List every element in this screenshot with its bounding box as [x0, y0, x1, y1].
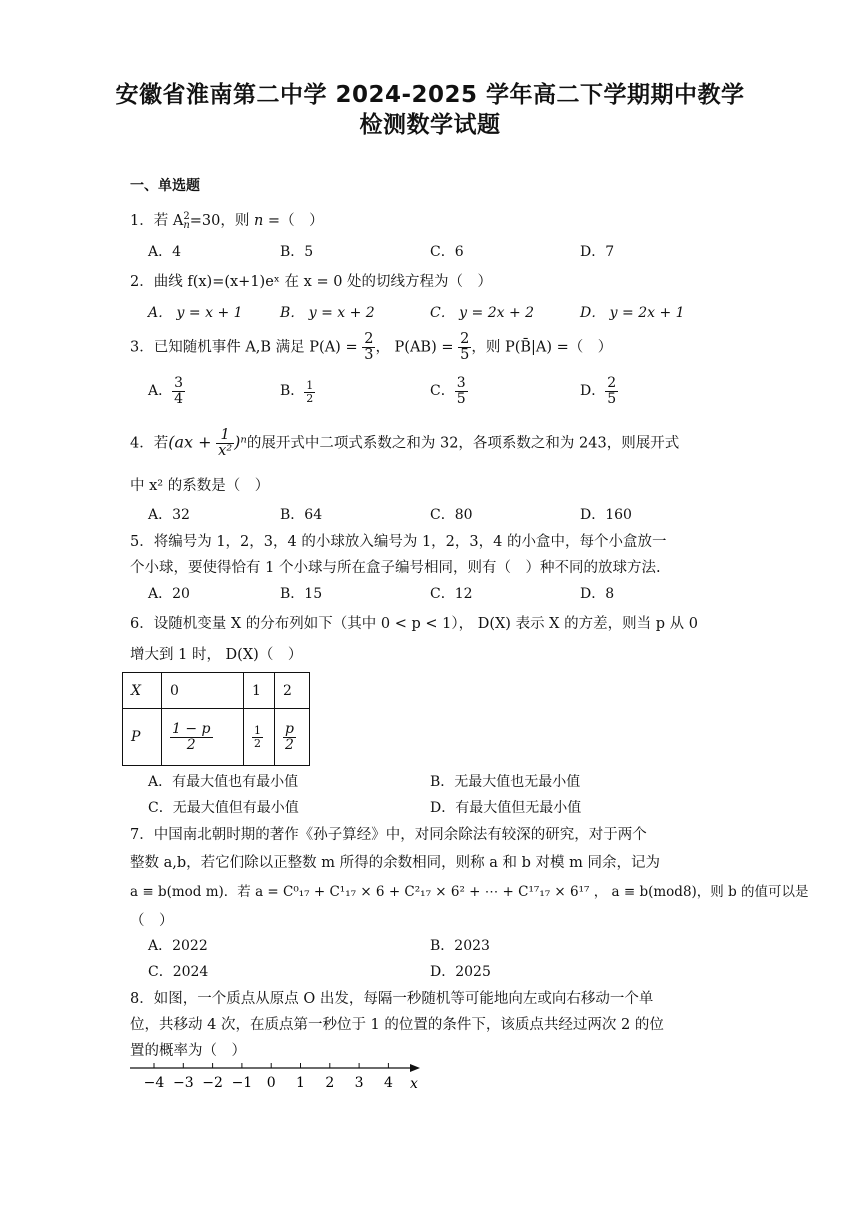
table-row: P $\frac{1 - p}{2}$ $\frac{1}{2}$ $\frac{p}{2}$ — [123, 709, 310, 766]
q4-option-b: B．64 — [280, 507, 323, 523]
question-8-line-2: 位，共移动 4 次，在质点第一秒位于 1 的位置的条件下，该质点共经过两次 2 的位 — [130, 1017, 664, 1033]
question-7-line-3: a ≡ b(mod m)．若 a = C⁰₁₇ + C¹₁₇ × 6 + C²₁₇ × 6² + ⋯ + C¹⁷₁₇ × 6¹⁷ ， a ≡ b(mod8)，则 b 的值可以是 — [130, 884, 809, 900]
axis-tick-label: −3 — [172, 1075, 194, 1091]
section-heading: 一、单选题 — [130, 178, 200, 194]
q7-option-c: C．2024 — [148, 964, 209, 980]
q4-option-a: A．32 — [148, 507, 190, 523]
q6-option-b: B．无最大值也无最小值 — [430, 774, 581, 790]
q5-option-a: A．20 — [148, 586, 190, 602]
axis-tick-label: 2 — [325, 1075, 335, 1091]
q6-option-c: C．无最大值但有最小值 — [148, 800, 299, 816]
q4-option-d: D．160 — [580, 507, 632, 523]
q2-option-b: B． y = x + 2 — [280, 305, 375, 321]
question-7-line-2: 整数 a,b，若它们除以正整数 m 所得的余数相同，则称 a 和 b 对模 m 同余，记为 — [130, 855, 660, 871]
q1-text-a: 1．若 A — [130, 213, 184, 229]
q2-option-c: C． y = 2x + 2 — [430, 305, 535, 321]
title-line-2: 检测数学试题 — [359, 112, 501, 138]
q7-option-b: B．2023 — [430, 938, 490, 954]
q3-option-a: A． $\frac{3}{4}$ — [148, 375, 184, 407]
q3-option-b: B． $\frac{1}{2}$ — [280, 379, 314, 405]
q6-option-d: D．有最大值但无最小值 — [430, 800, 582, 816]
q2-option-d: D． y = 2x + 1 — [580, 305, 685, 321]
axis-tick-label: −1 — [231, 1075, 253, 1091]
q3-text-a: 3．已知随机事件 A,B 满足 P(A) = — [130, 339, 358, 356]
q7-option-d: D．2025 — [430, 964, 491, 980]
question-8-line-3: 置的概率为（ ） — [130, 1043, 246, 1059]
q4-expression: (ax + — [168, 432, 212, 452]
q1-option-b: B．5 — [280, 244, 314, 260]
question-1 — [130, 209, 324, 230]
number-line-arrow — [410, 1064, 420, 1072]
table-row: X 0 1 2 — [123, 673, 310, 709]
question-6-line-1: 6．设随机变量 X 的分布列如下（其中 0 < p < 1）， D(X) 表示 X 的方差，则当 p 从 0 — [130, 616, 698, 632]
q2-option-a: A． y = x + 1 — [148, 305, 243, 321]
question-7-line-4: （ ） — [130, 913, 174, 929]
question-5-line-2: 个小球，要使得恰有 1 个小球与所在盒子编号相同，则有（ ）种不同的放球方法. — [130, 560, 661, 576]
q1-sub: n — [183, 220, 190, 231]
q3-text-c: ，则 P(B̄|A) =（ ） — [471, 339, 613, 356]
question-6-line-2: 增大到 1 时， D(X)（ ） — [130, 647, 303, 663]
q7-option-a: A．2022 — [148, 938, 208, 954]
q1-option-d: D．7 — [580, 244, 615, 260]
q4-fraction: $\frac{1}{\text{x²}}$ — [218, 427, 233, 460]
axis-tick-label: −2 — [202, 1075, 223, 1091]
question-3 — [130, 332, 612, 363]
axis-tick-label: −4 — [143, 1075, 165, 1091]
q1-option-a: A．4 — [148, 244, 182, 260]
q1-text-c: =（ ） — [263, 213, 324, 229]
q5-option-b: B．15 — [280, 586, 323, 602]
q1-option-c: C．6 — [430, 244, 464, 260]
q3-option-d: D． $\frac{2}{5}$ — [580, 375, 617, 407]
q4-option-c: C．80 — [430, 507, 473, 523]
axis-tick-label: 1 — [296, 1075, 305, 1091]
question-4-line-2: 中 x² 的系数是（ ） — [130, 478, 270, 494]
q1-text-b: =30，则 — [189, 213, 254, 229]
q3-fraction-2: $\frac{2}{5}$ — [460, 331, 470, 364]
axis-label-x: x — [410, 1076, 418, 1092]
q5-option-c: C．12 — [430, 586, 473, 602]
question-2: 2．曲线 f(x)=(x+1)eˣ 在 x = 0 处的切线方程为（ ） — [130, 274, 493, 290]
title-line-1: 安徽省淮南第二中学 2024-2025 学年高二下学期期中教学 — [115, 82, 745, 108]
q5-option-d: D．8 — [580, 586, 615, 602]
axis-tick-label: 3 — [354, 1075, 364, 1091]
question-8-line-1: 8．如图，一个质点从原点 O 出发，每隔一秒随机等可能地向左或向右移动一个单 — [130, 991, 654, 1007]
number-line — [130, 1060, 430, 1092]
distribution-table — [122, 672, 310, 766]
q6-option-a: A．有最大值也有最小值 — [148, 774, 299, 790]
axis-tick-label: 0 — [266, 1075, 276, 1091]
question-7-line-1: 7．中国南北朝时期的著作《孙子算经》中，对同余除法有较深的研究，对于两个 — [130, 827, 647, 843]
question-5-line-1: 5．将编号为 1，2，3，4 的小球放入编号为 1，2，3，4 的小盒中，每个小盒放一 — [130, 534, 667, 550]
question-4: 4．若(ax + $\frac{1}{\text{x²}}$ )ⁿ的展开式中二项式系数之和为 32，各项系数之和为 243，则展开式 — [130, 427, 680, 460]
axis-tick-label: 4 — [383, 1075, 393, 1091]
q1-sup: 2 — [183, 211, 190, 222]
q3-fraction-1: $\frac{2}{3}$ — [364, 331, 374, 364]
q3-text-b: ， P(AB) = — [375, 339, 454, 356]
q1-var: n — [253, 213, 264, 229]
q3-option-c: C． $\frac{3}{5}$ — [430, 375, 466, 407]
